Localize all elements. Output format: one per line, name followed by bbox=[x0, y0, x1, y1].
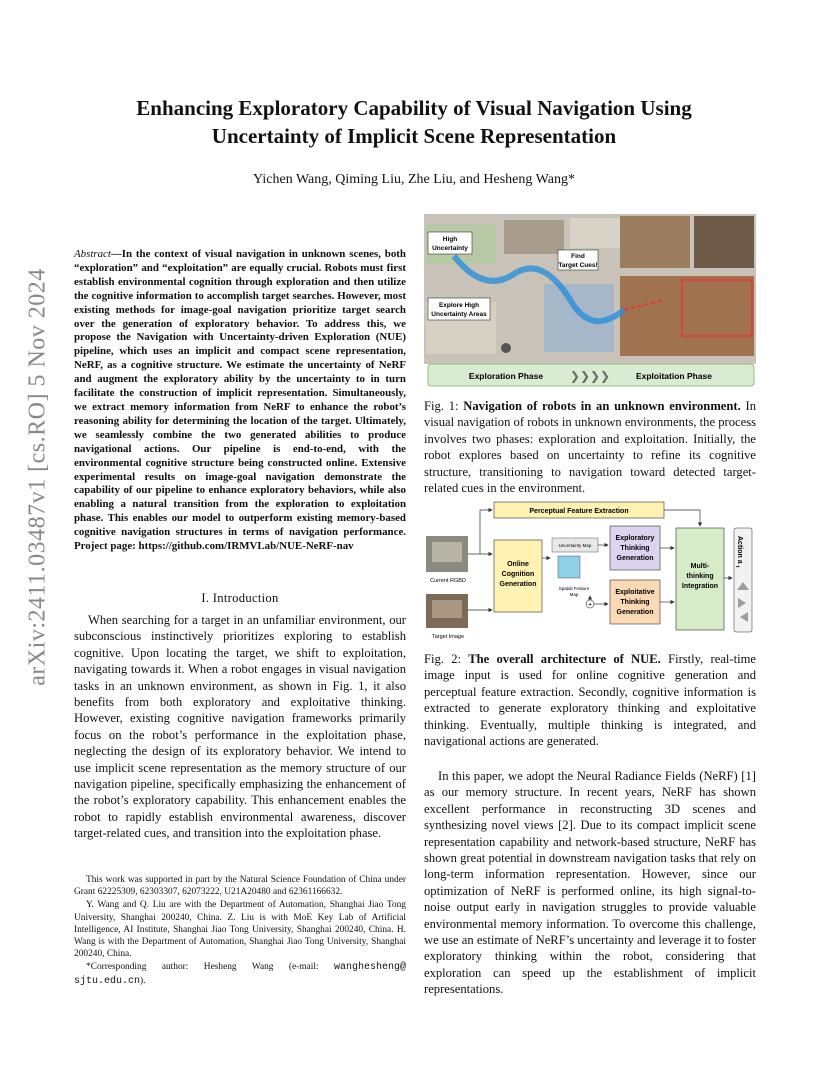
figure-2-caption bbox=[424, 651, 756, 749]
exploratory-label-1: Exploratory bbox=[615, 535, 655, 542]
footnote-funding: This work was supported in part by the Natural Science Foundation of China under Grant 62225309, 62303307, 62073222, U21A20480 and 62361166632. bbox=[74, 875, 406, 898]
intro-p2: In this paper, we adopt the Neural Radiance Fields (NeRF) [1] as our memory structure. In recent years, NeRF has shown excellent performance in reconstructing 3D scenes and synthesizing novel views [2]. Due to its compact implicit scene representation capability and network-based structure, NeRF has shown great potential in downstream navigation tasks that rely on long-term information representation. However, since our optimization of NeRF is performed online, its high signal-to-noise output early in navigation struggles to provide valuable environmental memory information. To overcome this challenge, we use an estimate of NeRF’s uncertainty and leverage it to foster exploratory thinking within the robot, considering that exploration can speed up the establishment of implicit representations. bbox=[424, 769, 756, 997]
author-list: Yichen Wang, Qiming Liu, Zhe Liu, and Hesheng Wang* bbox=[253, 172, 575, 187]
footnote-affiliations: Y. Wang and Q. Liu are with the Department of Automation, Shanghai Jiao Tong University, Shanghai 200240, China. Z. Liu is with MoE Key Lab of Artificial Intelligence, AI Institute, Shanghai Jiao Tong University, Shanghai 200240, China. H. Wang is with the Department of Automation, Shanghai Jiao Tong University, Shanghai 200240, China. bbox=[74, 900, 406, 960]
section-heading-introduction: I. Introduction bbox=[201, 591, 279, 605]
label-high-uncertainty bbox=[428, 232, 472, 254]
online-cognition-label-1: Online bbox=[507, 561, 529, 568]
svg-text:High: High bbox=[442, 236, 458, 243]
abstract-label: Abstract bbox=[74, 248, 111, 260]
action-label: Action a $_t$ bbox=[734, 536, 743, 568]
spatial-feature-label-2: Map bbox=[569, 592, 579, 597]
plus-sign: + bbox=[587, 601, 593, 609]
footnote-corresponding: *Corresponding author: Hesheng Wang (e-mail: wanghesheng@ sjtu.edu.cn). bbox=[74, 962, 406, 987]
fig1-caption-text: In visual navigation of robots in unknown environments, the process involves two phases: exploration and exploitation. Initially, the robot explores based on uncertainty to refine its cognitive structure, transitioning to navigation toward detected target-related cues in the environment. bbox=[424, 399, 756, 496]
exploitative-label-3: Generation bbox=[616, 609, 654, 616]
robot-start-icon bbox=[501, 343, 511, 353]
online-cognition-label-3: Generation bbox=[499, 581, 537, 588]
online-cognition-label-2: Cognition bbox=[501, 571, 535, 578]
svg-text:Uncertainty: Uncertainty bbox=[432, 245, 468, 252]
fig1-label: Fig. 1: bbox=[424, 399, 459, 413]
current-rgbd-image-detail bbox=[432, 542, 462, 562]
arxiv-sidebar-stamp bbox=[22, 268, 54, 686]
svg-text:Explore High: Explore High bbox=[438, 302, 480, 309]
figure-1-caption bbox=[424, 398, 756, 496]
spatial-feature-cube bbox=[558, 556, 580, 578]
multi-thinking-label-3: Integration bbox=[681, 583, 719, 590]
abstract bbox=[74, 248, 406, 554]
current-rgbd-label: Current RGBD bbox=[430, 578, 466, 584]
introduction-paragraph-2 bbox=[424, 768, 756, 998]
exploratory-label-3: Generation bbox=[616, 555, 654, 562]
figure-2-architecture-diagram bbox=[424, 498, 756, 644]
perceptual-feature-label: Perceptual Feature Extraction bbox=[529, 508, 629, 515]
introduction-paragraph-1 bbox=[74, 612, 406, 842]
target-image-detail bbox=[432, 600, 462, 618]
footnotes bbox=[74, 874, 406, 989]
title-line-1: Enhancing Exploratory Capability of Visual Navigation Using bbox=[136, 96, 692, 120]
fig1-caption-title: Navigation of robots in an unknown environment. bbox=[463, 399, 741, 413]
email-part-1: wanghesheng@ bbox=[333, 962, 406, 974]
svg-text:Target Cues!: Target Cues! bbox=[558, 262, 598, 269]
figure-1-navigation-illustration bbox=[424, 214, 756, 388]
exploration-phase-label: Exploration Phase bbox=[468, 371, 544, 381]
spatial-feature-label-1: Spatial Feature bbox=[558, 586, 590, 591]
abstract-dash: — bbox=[110, 248, 122, 260]
fig2-caption-title: The overall architecture of NUE. bbox=[468, 652, 661, 666]
exploitative-label-2: Thinking bbox=[620, 599, 650, 606]
fig2-label: Fig. 2: bbox=[424, 652, 461, 666]
multi-thinking-label-2: thinking bbox=[686, 573, 714, 580]
arxiv-id: arXiv:2411.03487v1 [cs.RO] 5 Nov 2024 bbox=[24, 268, 51, 686]
intro-p1: When searching for a target in an unfamiliar environment, our subconscious instinctively prioritizes exploring to establish cognitive. Upon locating the target, we shift to exploitation, navigating towards it. When a robot engages in visual navigation tasks in an unknown environment, as shown in Fig. 1, it also benefits from both exploratory and exploitative thinking. However, existing cognitive navigation frameworks primarily focus on the robot’s performance in the exploitation phase, neglecting the design of its exploratory behavior. We intend to use implicit scene representation as the memory structure of our navigation pipeline, specifically emphasizing the enhancement of the robot’s exploratory capability. This enhancement enables the robot to rapidly establish environmental awareness, discover target-related cues, and transition into the exploitation phase. bbox=[74, 613, 406, 841]
abstract-text: In the context of visual navigation in unknown scenes, both “exploration” and “exploitation” are equally crucial. Robots must first establish environmental cognition through exploration and then utilize the cognitive information to accomplish target searches. However, most existing methods for image-goal navigation prioritize target search over the generation of exploratory behavior. To address this, we propose the Navigation with Uncertainty-driven Exploration (NUE) pipeline, which uses an implicit and compact scene representation, NeRF, as a cognitive structure. We estimate the uncertainty of NeRF and augment the exploratory ability by the uncertainty to in turn facilitate the construction of implicit representation. Simultaneously, we extract memory information from NeRF to enhance the robot’s reasoning ability for determining the location of the target. Ultimately, we seamlessly combine the two generated abilities to produce navigational actions. Our pipeline is end-to-end, with the environmental cognitive structure being constructed online. Extensive experimental results on image-goal navigation demonstrate the capability of our pipeline to enhance exploratory behaviors, while also enabling a natural transition from the exploration to exploitation phase. This enables our model to outperform existing memory-based cognitive navigation structures in terms of navigation performance. Project page: https://github.com/IRMVLab/NUE-NeRF-nav bbox=[74, 248, 406, 553]
exploitative-label-1: Exploitative bbox=[615, 589, 655, 596]
title-line-2: Uncertainty of Implicit Scene Representation bbox=[211, 124, 617, 148]
room-upper-middle bbox=[504, 220, 564, 254]
svg-text:Find: Find bbox=[571, 253, 585, 260]
photo-target-area bbox=[620, 276, 754, 356]
target-image-label: Target Image bbox=[431, 634, 465, 640]
exploratory-label-2: Thinking bbox=[620, 545, 650, 552]
room-upper-right bbox=[570, 218, 620, 248]
exploitation-phase-label: Exploitation Phase bbox=[635, 371, 713, 381]
label-explore-high-uncertainty bbox=[428, 298, 490, 320]
photo-room-1 bbox=[620, 216, 690, 268]
email-part-2: sjtu.edu.cn bbox=[74, 975, 141, 987]
photo-room-2 bbox=[694, 216, 754, 268]
multi-thinking-label-1: Multi- bbox=[690, 563, 710, 570]
uncertainty-map-label: Uncertainty Map bbox=[558, 543, 592, 548]
paper-title bbox=[90, 94, 738, 150]
label-find-target-cues bbox=[558, 250, 598, 270]
fig2-caption-text: Firstly, real-time image input is used for online cognitive generation and perceptual feature extraction. Secondly, cognitive information is extracted to generate exploratory thinking and exploitative thinking. Eventually, multiple thinking is integrated, and navigational actions are generated. bbox=[424, 652, 756, 749]
phase-transition-chevrons: ❯❯❯❯ bbox=[569, 369, 611, 383]
svg-text:Uncertainty Areas: Uncertainty Areas bbox=[431, 311, 487, 318]
